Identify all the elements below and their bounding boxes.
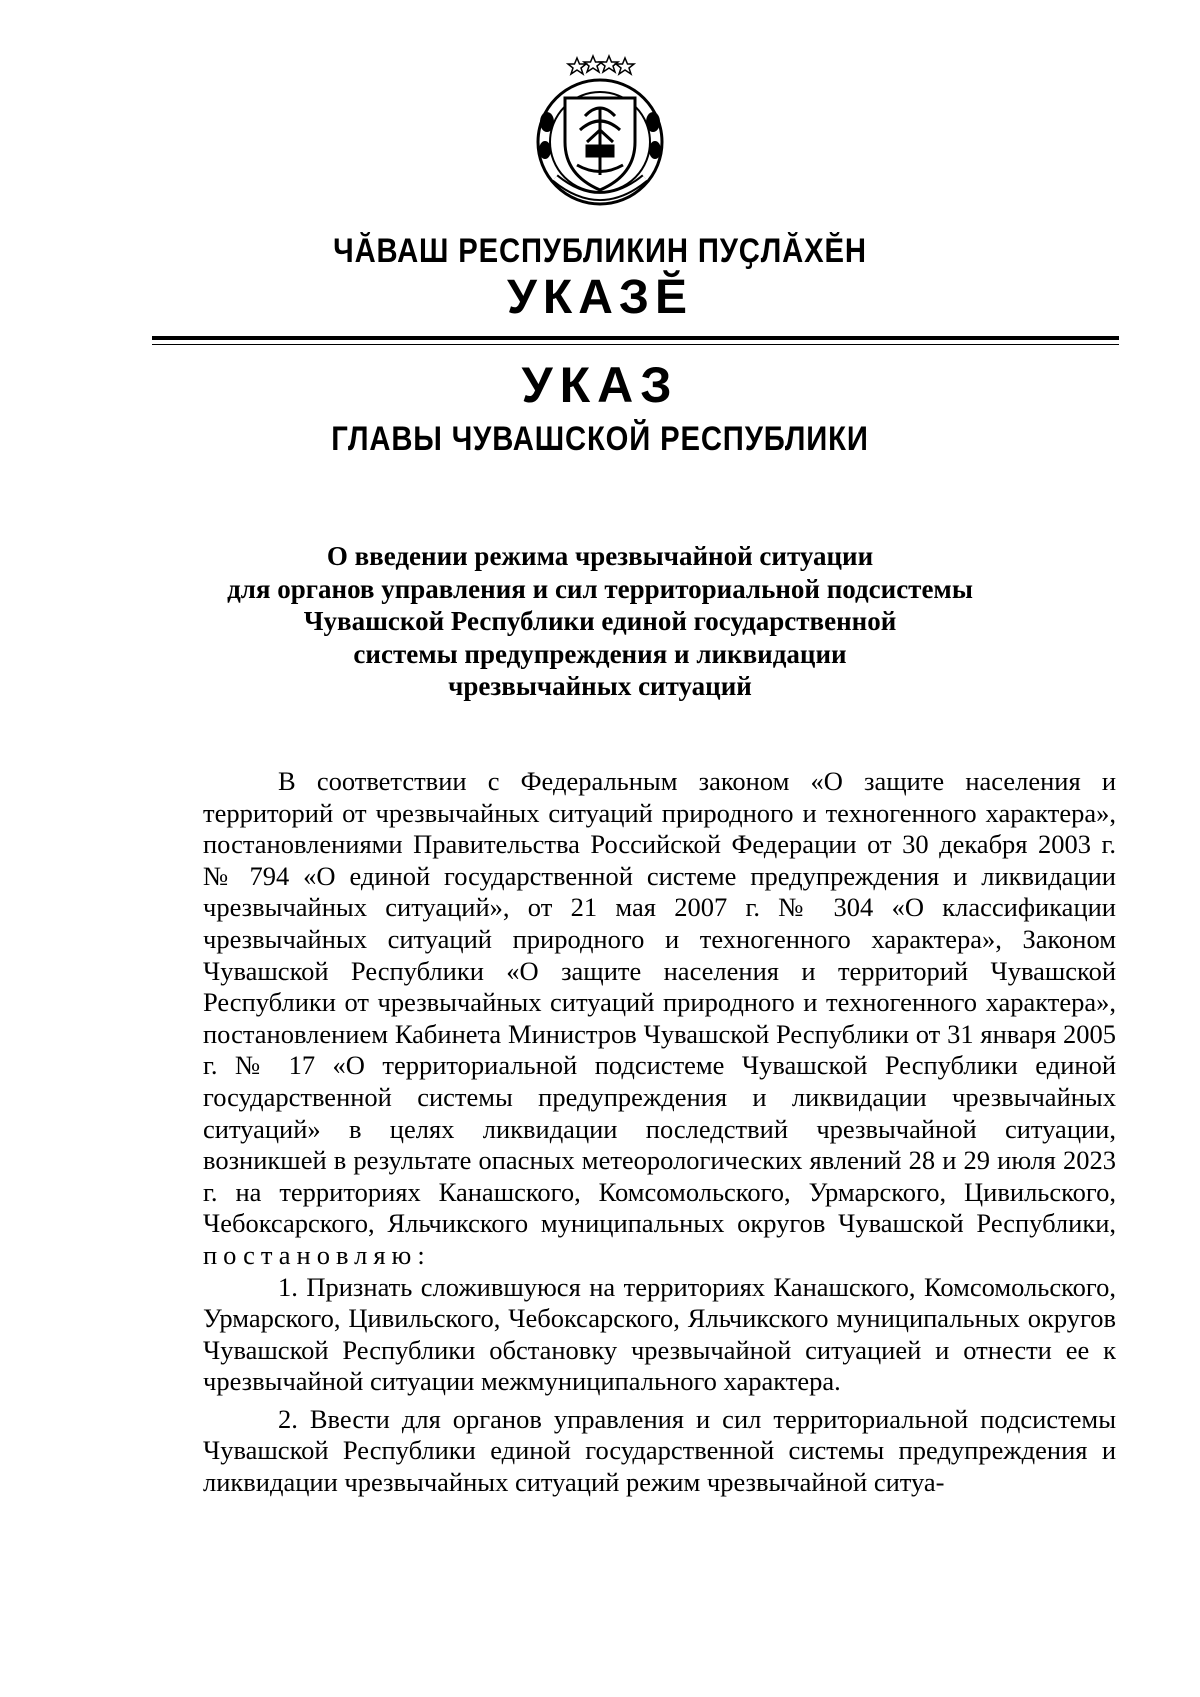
chuvash-heading: ЧӐВАШ РЕСПУБЛИКИН ПУҪЛӐХӖН (333, 232, 867, 270)
title-line: для органов управления и сил территориальной подсистемы (227, 573, 973, 604)
item-2-paragraph: 2. Ввести для органов управления и сил территориальной подсистемы Чувашской Республики единой государственной системы предупреждения и ликвидации чрезвычайных ситуаций режим чрезвычайной ситуа- (203, 1403, 1116, 1498)
title-line: системы предупреждения и ликвидации (353, 638, 847, 669)
chuvash-ukaz-title: УКАЗӖ (507, 271, 693, 324)
russian-ukaz-title: УКАЗ (521, 357, 679, 413)
item-1-paragraph: 1. Признать сложившуюся на территориях Канашского, Комсомольского, Урмарского, Цивильского, Чебоксарского, Яльчикского муниципальных округов Чувашской Республики обстановку чрезвычайной ситуацией и отнести ее к чрезвычайной ситуации межмуниципального характера. (203, 1271, 1116, 1397)
document-title (200, 540, 1000, 703)
russian-heading: ГЛАВЫ ЧУВАШСКОЙ РЕСПУБЛИКИ (331, 420, 869, 458)
title-line: чрезвычайных ситуаций (448, 671, 752, 701)
divider-thin (152, 344, 1119, 345)
document-body (203, 766, 1116, 1499)
decree-word: постановляю: (203, 1239, 431, 1270)
divider-thick (152, 336, 1119, 340)
title-line: Чувашской Республики единой государственной (303, 606, 897, 636)
title-line: О введении режима чрезвычайной ситуации (326, 541, 874, 571)
emblem-icon (525, 50, 675, 208)
preamble-paragraph (203, 766, 1116, 1272)
preamble-text: В соответствии с Федеральным законом «О защите населения и территорий от чрезвычайных ситуаций природного и техногенного характера», постановлениями Правительства Российской Федерации от 30 декабря 2003 г. № 794 «О единой государственной системе предупреждения и ликвидации чрезвычайных ситуаций», от 21 мая 2007 г. № 304 «О классификации чрезвычайных ситуаций природного и техногенного характера», Законом Чувашской Республики «О защите населения и территорий Чувашской Республики от чрезвычайных ситуаций природного и техногенного характера», постановлением Кабинета Министров Чувашской Республики от 31 января 2005 г. № 17 «О территориальной подсистеме Чувашской Республики единой государственной системы предупреждения и ликвидации чрезвычайных ситуаций» в целях ликвидации последствий чрезвычайной ситуации, возникшей в результате опасных метеорологических явлений 28 и 29 июля 2023 г. на территориях Канашского, Комсомольского, Урмарского, Цивильского, Чебоксарского, Яльчикского муниципальных округов Чувашской Республики, (203, 766, 1116, 1239)
